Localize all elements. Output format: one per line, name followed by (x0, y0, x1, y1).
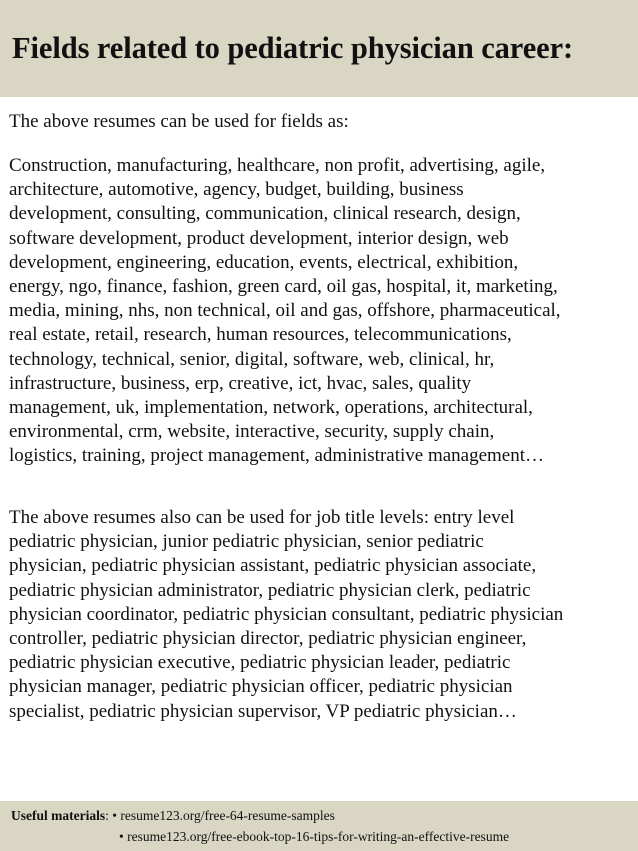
text-line: pediatric physician administrator, pediatric physician clerk, pediatric (9, 579, 531, 601)
footer-label: Useful materials (11, 808, 106, 823)
title-banner (0, 0, 638, 97)
text-line: physician, pediatric physician assistant, pediatric physician associate, (9, 555, 537, 577)
text-line: physician manager, pediatric physician officer, pediatric physician (9, 676, 513, 698)
text-line: technology, technical, senior, digital, software, web, clinical, hr, (9, 348, 495, 370)
text-line: media, mining, nhs, non technical, oil and gas, offshore, pharmaceutical, (9, 300, 561, 322)
text-line: infrastructure, business, erp, creative, ict, hvac, sales, quality (9, 372, 472, 394)
text-line: pediatric physician, junior pediatric physician, senior pediatric (9, 531, 484, 553)
intro-text: The above resumes can be used for fields as: (9, 111, 349, 132)
text-line: physician coordinator, pediatric physician consultant, pediatric physician (9, 603, 564, 625)
footer-row-2 (11, 826, 638, 847)
job-levels-paragraph (9, 506, 634, 724)
text-line: development, engineering, education, events, electrical, exhibition, (9, 251, 519, 273)
ebook-tips-link[interactable]: • resume123.org/free-ebook-top-16-tips-for-writing-an-effective-resume (119, 829, 510, 844)
text-line: logistics, training, project management, administrative management… (9, 445, 545, 467)
text-line: real estate, retail, research, human resources, telecommunications, (9, 324, 512, 346)
footer-row-1 (11, 805, 638, 826)
text-line: management, uk, implementation, network, operations, architectural, (9, 397, 533, 419)
text-line: pediatric physician executive, pediatric physician leader, pediatric (9, 652, 511, 674)
main-content (9, 110, 634, 722)
footer-bar (0, 801, 638, 851)
text-line: controller, pediatric physician director, pediatric physician engineer, (9, 628, 527, 650)
text-line: architecture, automotive, agency, budget, building, business (9, 179, 464, 201)
footer-label-colon: : (105, 808, 113, 823)
text-line: specialist, pediatric physician supervisor, VP pediatric physician… (9, 700, 517, 722)
page-title: Fields related to pediatric physician career: (12, 31, 574, 65)
text-line: environmental, crm, website, interactive, security, supply chain, (9, 421, 495, 443)
text-line: software development, product development, interior design, web (9, 227, 509, 249)
text-line: The above resumes also can be used for job title levels: entry level (9, 507, 515, 528)
resume-samples-link[interactable]: • resume123.org/free-64-resume-samples (112, 808, 335, 823)
text-line: development, consulting, communication, clinical research, design, (9, 203, 521, 225)
fields-paragraph (9, 154, 634, 469)
text-line: energy, ngo, finance, fashion, green card, oil gas, hospital, it, marketing, (9, 276, 558, 298)
text-line: Construction, manufacturing, healthcare, non profit, advertising, agile, (9, 155, 546, 176)
